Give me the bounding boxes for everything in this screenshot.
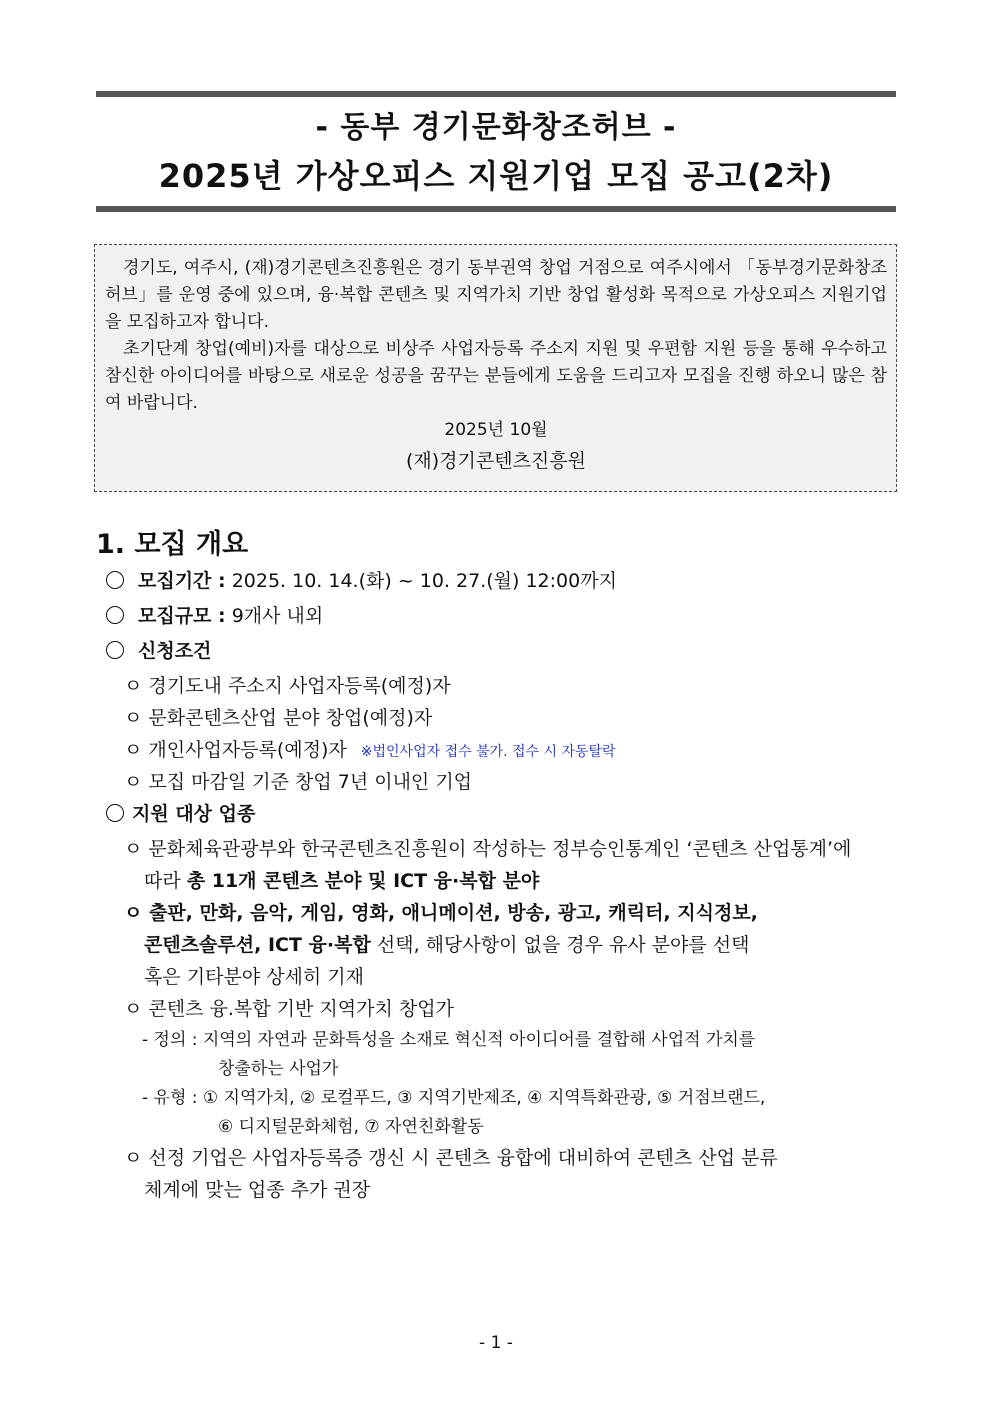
bottom-rule: [96, 206, 896, 212]
notice-box: [94, 244, 897, 492]
industry-item-2b: 콘텐츠솔루션, ICT 융·복합 선택, 해당사항이 없을 경우 유사 분야를 선택: [144, 934, 750, 956]
scale-value: 9개사 내외: [231, 605, 324, 627]
section-title: 1. 모집 개요: [96, 529, 249, 560]
notice-organization: (재)경기콘텐츠진흥원: [405, 450, 586, 472]
industry-count: 총 11개 콘텐츠 분야 및 ICT 융·복합 분야: [186, 870, 540, 892]
page-title: 2025년 가상오피스 지원기업 모집 공고(2차): [158, 157, 834, 195]
industry-item-1a: ㅇ 문화체육관광부와 한국콘텐츠진흥원이 작성하는 정부승인통계인 ‘콘텐츠 산업통계’에: [124, 838, 852, 860]
circle-bullet-icon: [106, 571, 124, 589]
condition-item: ㅇ 모집 마감일 기준 창업 7년 이내인 기업: [124, 771, 473, 793]
period-label: 모집기간 :: [138, 570, 226, 592]
industry-item-4a: ㅇ 선정 기업은 사업자등록증 갱신 시 콘텐츠 융합에 대비하여 콘텐츠 산업 분류: [124, 1147, 778, 1169]
industry-label: 지원 대상 업종: [132, 803, 256, 825]
industry-item-1b: 따라 총 11개 콘텐츠 분야 및 ICT 융·복합 분야: [144, 870, 540, 892]
circle-bullet-icon: [106, 641, 124, 659]
notice-date: 2025년 10월: [444, 420, 548, 440]
definition-line-b: 창출하는 사업가: [218, 1059, 339, 1079]
industry-item-4b: 체계에 맞는 업종 추가 권장: [144, 1179, 371, 1201]
scale-label: 모집규모 :: [138, 605, 226, 627]
conditions-row: [106, 636, 211, 666]
title-block: [96, 104, 896, 200]
industry-item-3: ㅇ 콘텐츠 융.복합 기반 지역가치 창업가: [124, 998, 454, 1020]
industry-item-2a: ㅇ 출판, 만화, 음악, 게임, 영화, 애니메이션, 방송, 광고, 캐릭터, 지식정보,: [124, 902, 758, 924]
top-rule: [96, 91, 896, 97]
condition-item: ㅇ 개인사업자등록(예정)자: [124, 739, 347, 761]
definition-line-a: - 정의 : 지역의 자연과 문화특성을 소재로 혁신적 아이디어를 결합해 사업적 가치를: [142, 1030, 756, 1050]
industry-row: [106, 799, 255, 829]
type-line-a: - 유형 : ① 지역가치, ② 로컬푸드, ③ 지역기반제조, ④ 지역특화관광, ⑤ 거점브랜드,: [142, 1088, 766, 1108]
industry-item-2c: 혹은 기타분야 상세히 기재: [144, 966, 365, 988]
title-subtitle: - 동부 경기문화창조허브 -: [315, 110, 677, 145]
conditions-label: 신청조건: [138, 640, 212, 662]
condition-item: ㅇ 경기도내 주소지 사업자등록(예정)자: [124, 675, 451, 697]
page-number: - 1 -: [479, 1333, 513, 1353]
type-line-b: ⑥ 디지털문화체험, ⑦ 자연친화활동: [218, 1117, 484, 1137]
circle-bullet-icon: [106, 804, 124, 822]
condition-note: ※법인사업자 접수 불가. 접수 시 자동탈락: [360, 744, 616, 760]
notice-paragraph-2: 초기단계 창업(예비)자를 대상으로 비상주 사업자등록 주소지 지원 및 우편함 지원 등을 통해 우수하고 참신한 아이디어를 바탕으로 새로운 성공을 꿈꾸는 분들에게 도움을 드리고자 모집을 진행 하오니 많은 참여 바랍니다.: [105, 339, 887, 413]
period-row: [106, 566, 617, 596]
notice-paragraph-1: 경기도, 여주시, (재)경기콘텐츠진흥원은 경기 동부권역 창업 거점으로 여주시에서 「동부경기문화창조허브」를 운영 중에 있으며, 융·복합 콘텐츠 및 지역가치 기반 창업 활성화 목적으로 가상오피스 지원기업을 모집하고자 합니다.: [105, 258, 887, 332]
scale-row: [106, 601, 323, 631]
condition-item: ㅇ 문화콘텐츠산업 분야 창업(예정)자: [124, 707, 433, 729]
condition-item-with-note: [124, 735, 616, 767]
period-value: 2025. 10. 14.(화) ~ 10. 27.(월) 12:00까지: [231, 570, 617, 592]
circle-bullet-icon: [106, 606, 124, 624]
